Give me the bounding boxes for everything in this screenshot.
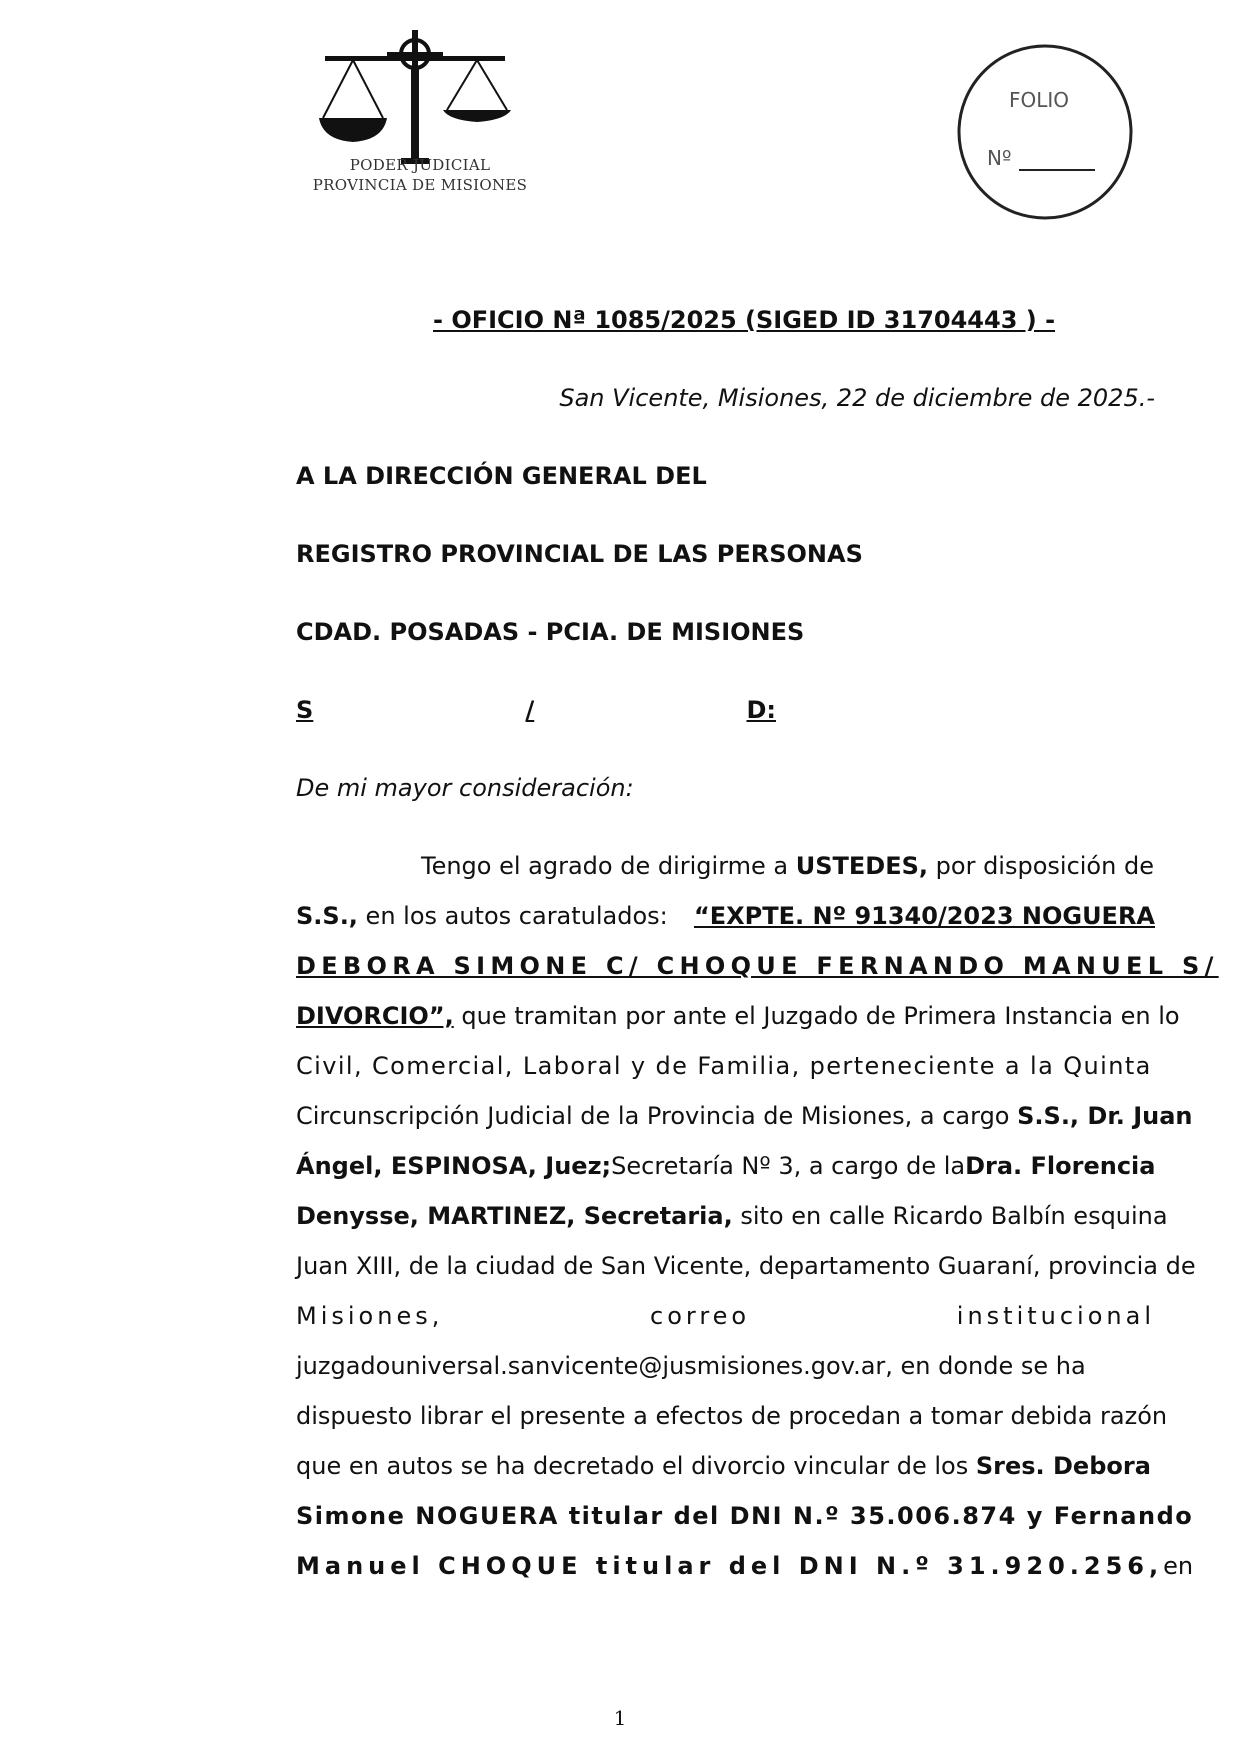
body-line-5: Civil, Comercial, Laboral y de Familia, perteneciente a la Quinta xyxy=(296,1052,1152,1080)
body-line-6: Circunscripción Judicial de la Provincia de Misiones, a cargo S.S., Dr. Juan xyxy=(296,1102,1193,1130)
poder-judicial-logo xyxy=(305,28,535,228)
sd-line xyxy=(296,695,776,725)
body-line-12: dispuesto librar el presente a efectos de procedan a tomar debida razón xyxy=(296,1402,1168,1430)
logo-line-2: PROVINCIA DE MISIONES xyxy=(312,176,528,194)
recipient-line-1: A LA DIRECCIÓN GENERAL DEL xyxy=(296,462,707,490)
body-line-7: Ángel, ESPINOSA, Juez; Secretaría Nº 3, a cargo de la Dra. Florencia xyxy=(296,1152,1156,1180)
body-line-8: Denysse, MARTINEZ, Secretaria, sito en calle Ricardo Balbín esquina xyxy=(296,1202,1168,1230)
date-line: San Vicente, Misiones, 22 de diciembre de 2025.- xyxy=(559,384,1155,412)
logo-line-1: PODER JUDICIAL xyxy=(349,156,491,174)
body-line-15: Manuel CHOQUE titular del DNI N.º 31.920.256, en xyxy=(296,1552,1194,1580)
recipient-line-2: REGISTRO PROVINCIAL DE LAS PERSONAS xyxy=(296,540,863,568)
sd-slash: / xyxy=(525,696,535,724)
page-number: 1 xyxy=(613,1706,627,1730)
body-line-10: Misiones, correo institucional xyxy=(296,1302,1155,1330)
folio-circle-icon xyxy=(955,42,1135,222)
salutation: De mi mayor consideración: xyxy=(296,774,634,802)
body-line-11: juzgadouniversal.sanvicente@jusmisiones.gov.ar, en donde se ha xyxy=(296,1352,1086,1380)
body-line-9: Juan XIII, de la ciudad de San Vicente, departamento Guaraní, provincia de xyxy=(296,1252,1196,1280)
sd-s: S xyxy=(296,696,314,724)
body-line-13: que en autos se ha decretado el divorcio vincular de los Sres. Debora xyxy=(296,1452,1151,1480)
recipient-line-3: CDAD. POSADAS - PCIA. DE MISIONES xyxy=(296,618,805,646)
body-line-4: DIVORCIO”, que tramitan por ante el Juzgado de Primera Instancia en lo xyxy=(296,1002,1180,1030)
oficio-title: - OFICIO Nª 1085/2025 (SIGED ID 31704443 ) - xyxy=(433,306,1056,334)
body-line-14: Simone NOGUERA titular del DNI N.º 35.006.874 y Fernando xyxy=(296,1502,1194,1530)
body-line-1: Tengo el agrado de dirigirme a USTEDES, por disposición de xyxy=(421,852,1154,880)
body-line-3: DEBORA SIMONE C/ CHOQUE FERNANDO MANUEL S/ xyxy=(296,952,1219,980)
folio-label: FOLIO xyxy=(1009,88,1070,112)
body-line-2: S.S., en los autos caratulados: “EXPTE. Nº 91340/2023 NOGUERA xyxy=(296,902,1155,930)
sd-d: D: xyxy=(746,696,776,724)
folio-stamp xyxy=(955,42,1135,222)
folio-number-label: Nº xyxy=(987,146,1012,170)
